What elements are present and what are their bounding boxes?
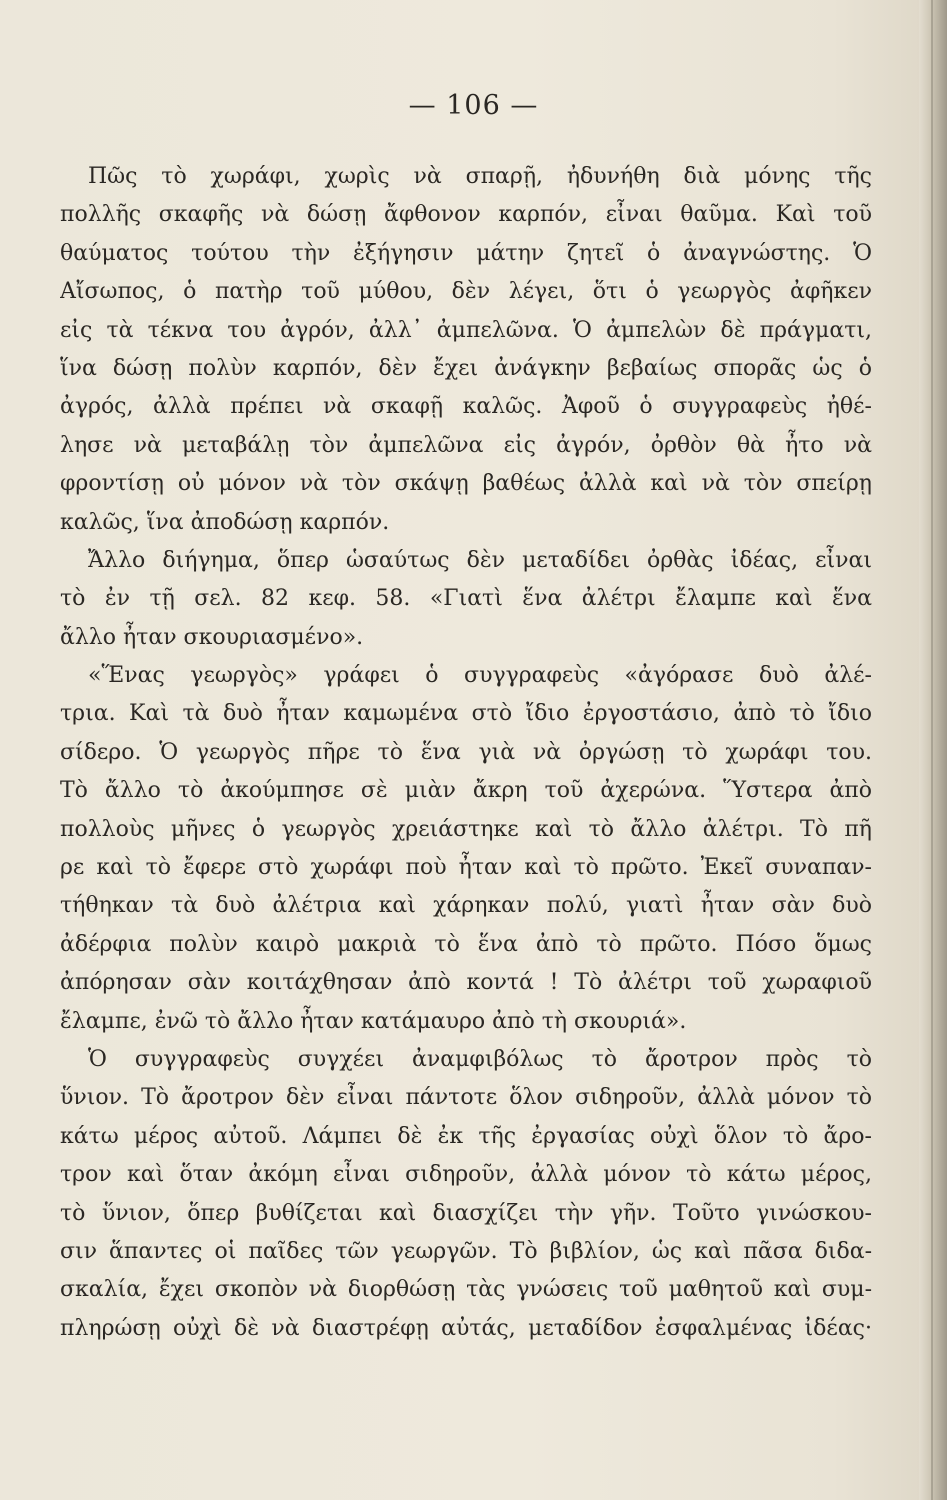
text-line: Ἄλλο διήγημα, ὅπερ ὡσαύτως δὲν μεταδίδει ὀρθὰς ἰδέας, εἶναι <box>88 547 872 573</box>
text-line: ἔλαμπε, ἐνῶ τὸ ἄλλο ἦταν κατάμαυρο ἀπὸ τὴ σκουριά». <box>60 1008 687 1034</box>
text-line: «Ἕνας γεωργὸς» γράφει ὁ συγγραφεὺς «ἀγόρασε δυὸ ἀλέ- <box>88 663 872 689</box>
text-line: πληρώσῃ οὐχὶ δὲ νὰ διαστρέφῃ αὐτάς, μεταδίδον ἐσφαλμένας ἰδέας· <box>60 1315 872 1341</box>
text-line: πολλοὺς μῆνες ὁ γεωργὸς χρειάστηκε καὶ τὸ ἄλλο ἀλέτρι. Τὸ πῆ <box>60 816 872 842</box>
text-line: τρον καὶ ὅταν ἀκόμη εἶναι σιδηροῦν, ἀλλὰ μόνον τὸ κάτω μέρος, <box>60 1162 872 1188</box>
page-number: — 106 — <box>408 90 539 121</box>
text-line: ἵνα δώσῃ πολὺν καρπόν, δὲν ἔχει ἀνάγκην βεβαίως σπορᾶς ὡς ὁ <box>60 355 872 381</box>
text-line: σιν ἅπαντες οἱ παῖδες τῶν γεωργῶν. Τὸ βιβλίον, ὡς καὶ πᾶσα διδα- <box>60 1238 872 1264</box>
text-line: καλῶς, ἵνα ἀποδώσῃ καρπόν. <box>60 509 390 535</box>
text-line: φροντίσῃ οὐ μόνον νὰ τὸν σκάψῃ βαθέως ἀλλὰ καὶ νὰ τὸν σπείρῃ <box>60 471 872 497</box>
text-line: ἄλλο ἦταν σκουριασμένο». <box>60 624 364 650</box>
text-line: κάτω μέρος αὐτοῦ. Λάμπει δὲ ἐκ τῆς ἐργασίας οὐχὶ ὅλον τὸ ἄρο- <box>60 1123 872 1149</box>
text-line: πολλῆς σκαφῆς νὰ δώσῃ ἄφθονον καρπόν, εἶναι θαῦμα. Καὶ τοῦ <box>60 202 872 228</box>
text-line: Αἴσωπος, ὁ πατὴρ τοῦ μύθου, δὲν λέγει, ὅτι ὁ γεωργὸς ἀφῆκεν <box>60 279 872 305</box>
text-line: Πῶς τὸ χωράφι, χωρὶς νὰ σπαρῇ, ἠδυνήθη διὰ μόνης τῆς <box>88 164 872 189</box>
text-line: ὕνιον. Τὸ ἄροτρον δὲν εἶναι πάντοτε ὅλον σιδηροῦν, ἀλλὰ μόνον τὸ <box>60 1085 872 1111</box>
binding-shadow-line <box>931 0 933 1500</box>
text-line: ἀπόρησαν σὰν κοιτάχθησαν ἀπὸ κοντά ! Τὸ ἀλέτρι τοῦ χωραφιοῦ <box>60 970 872 996</box>
text-line: ἀδέρφια πολὺν καιρὸ μακριὰ τὸ ἕνα ἀπὸ τὸ πρῶτο. Πόσο ὅμως <box>60 931 872 957</box>
text-line: Ὁ συγγραφεὺς συγχέει ἀναμφιβόλως τὸ ἄροτρον πρὸς τὸ <box>88 1046 872 1072</box>
binding-edge <box>919 0 947 1500</box>
text-line: εἰς τὰ τέκνα του ἀγρόν, ἀλλ᾿ ἀμπελῶνα. Ὁ ἀμπελὼν δὲ πράγματι, <box>60 317 872 343</box>
text-line: Τὸ ἄλλο τὸ ἀκούμπησε σὲ μιὰν ἄκρη τοῦ ἀχερώνα. Ὕστερα ἀπὸ <box>60 778 872 804</box>
text-line: τήθηκαν τὰ δυὸ ἀλέτρια καὶ χάρηκαν πολύ, γιατὶ ἦταν σὰν δυὸ <box>60 893 872 919</box>
text-line: σίδερο. Ὁ γεωργὸς πῆρε τὸ ἕνα γιὰ νὰ ὀργώσῃ τὸ χωράφι του. <box>60 739 872 765</box>
text-line: ἀγρός, ἀλλὰ πρέπει νὰ σκαφῇ καλῶς. Ἀφοῦ ὁ συγγραφεὺς ἠθέ- <box>60 394 872 420</box>
text-line: λησε νὰ μεταβάλῃ τὸν ἀμπελῶνα εἰς ἀγρόν, ὀρθὸν θὰ ἦτο νὰ <box>60 432 872 458</box>
text-line: σκαλία, ἔχει σκοπὸν νὰ διορθώσῃ τὰς γνώσεις τοῦ μαθητοῦ καὶ συμ- <box>60 1277 872 1303</box>
text-line: τρια. Καὶ τὰ δυὸ ἦταν καμωμένα στὸ ἴδιο ἐργοστάσιο, ἀπὸ τὸ ἴδιο <box>60 701 872 727</box>
text-line: ρε καὶ τὸ ἔφερε στὸ χωράφι ποὺ ἦταν καὶ τὸ πρῶτο. Ἐκεῖ συναπαν- <box>60 855 872 881</box>
text-line: θαύματος τούτου τὴν ἐξήγησιν μάτην ζητεῖ ὁ ἀναγνώστης. Ὁ <box>60 240 872 266</box>
body-text <box>60 158 872 1348</box>
text-line: τὸ ὕνιον, ὅπερ βυθίζεται καὶ διασχίζει τὴν γῆν. Τοῦτο γινώσκου- <box>60 1200 872 1226</box>
text-line: τὸ ἐν τῇ σελ. 82 κεφ. 58. «Γιατὶ ἕνα ἀλέτρι ἔλαμπε καὶ ἕνα <box>60 586 872 612</box>
